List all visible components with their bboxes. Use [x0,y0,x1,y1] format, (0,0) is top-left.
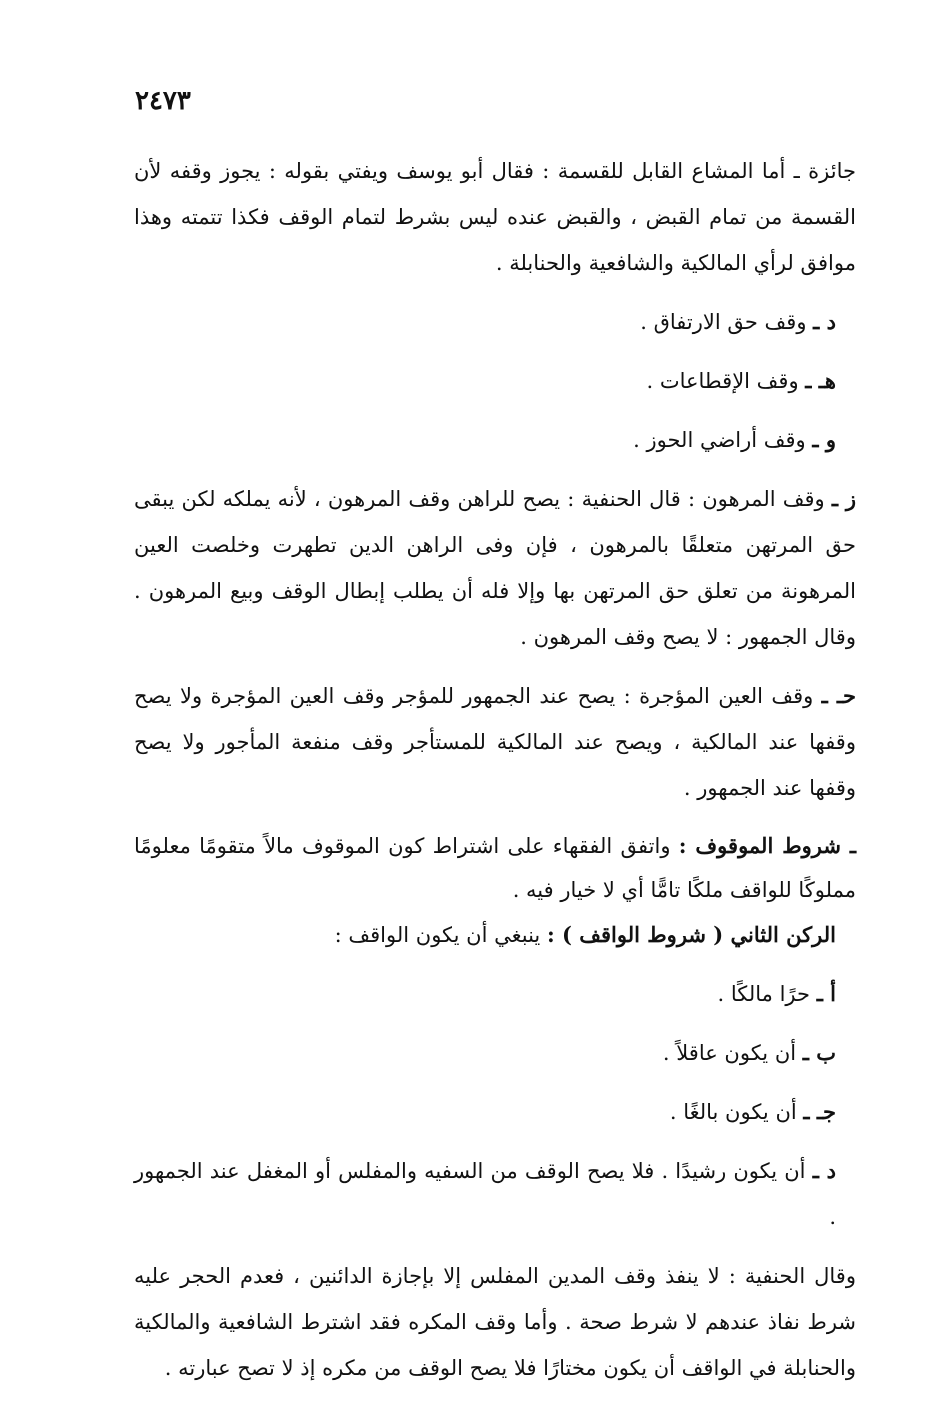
item-text: وقف الإقطاعات . [646,369,799,393]
paragraph-waqif-conditions [134,912,856,958]
list-item [134,1030,856,1076]
section-heading: الركن الثاني ( شروط الواقف ) : [546,922,836,947]
item-label: ز ـ [831,486,856,511]
item-label: جـ ـ [803,1099,836,1124]
paragraph-marhoon [134,476,856,660]
document-body [134,148,856,1404]
paragraph-hanafi: وقال الحنفية : لا ينفذ وقف المدين المفلس إلا بإجازة الدائنين ، فعدم الحجر عليه شرط نفاذ عندهم لا شرط صحة . وأما وقف المكره فقد اشترط الشافعية والمالكية والحنابلة في الواقف أن يكون مختارًا فلا يصح الوقف من مكره إذ لا تصح عبارته . [134,1264,856,1380]
item-text: وقف المرهون : قال الحنفية : يصح للراهن وقف المرهون ، لأنه يملكه لكن يبقى حق المرتهن متعلقًا بالمرهون ، فإن وفى الراهن الدين تطهرت وخلصت العين المرهونة من تعلق حق المرتهن بها وإلا فله أن يطلب إبطال الوقف وبيع المرهون . وقال الجمهور : لا يصح وقف المرهون . [134,487,856,649]
item-label: د ـ [812,1158,836,1183]
item-text: أن يكون عاقلاً . [662,1041,797,1065]
item-label: هـ ـ [805,368,836,393]
item-text: وقف العين المؤجرة : يصح عند الجمهور للمؤجر وقف العين المؤجرة ولا يصح وقفها عند المالكية ، ويصح عند المالكية للمستأجر وقف منفعة المأجور ولا يصح وقفها عند الجمهور . [134,684,856,800]
item-label: و ـ [812,427,836,452]
item-label: د ـ [813,309,836,334]
section-text: واتفق الفقهاء على اشتراط كون الموقوف مالاً متقومًا معلومًا مملوكًا للواقف ملكًا تامًّا أي لا خيار فيه . [134,834,856,902]
section-heading: ـ شروط الموقوف : [678,833,856,858]
list-item [134,1148,856,1240]
list-item [134,971,856,1017]
item-label: حـ ـ [821,683,856,708]
paragraph-muajjara [134,673,856,811]
item-text: حرًا مالكًا . [717,982,810,1006]
item-text: وقف أراضي الحوز . [633,428,806,452]
paragraph-mawquf-conditions [134,824,856,912]
list-item [134,358,856,404]
item-text: وقف حق الارتفاق . [640,310,807,334]
paragraph-mushaa: جائزة ـ أما المشاع القابل للقسمة : فقال أبو يوسف ويفتي بقوله : يجوز وقفه لأن القسمة من تمام القبض ، والقبض عنده ليس بشرط لتمام الوقف فكذا تتمته وهذا موافق لرأي المالكية والشافعية والحنابلة . [134,159,856,275]
list-item [134,417,856,463]
item-text: أن يكون بالغًا . [669,1100,797,1124]
item-label: ب ـ [802,1040,836,1065]
list-item [134,299,856,345]
item-text: أن يكون رشيدًا . فلا يصح الوقف من السفيه والمفلس أو المغفل عند الجمهور . [134,1159,836,1229]
list-item [134,1089,856,1135]
section-text: ينبغي أن يكون الواقف : [334,923,541,947]
page-number: ٢٤٧٣ [135,86,191,116]
item-label: أ ـ [816,981,836,1006]
